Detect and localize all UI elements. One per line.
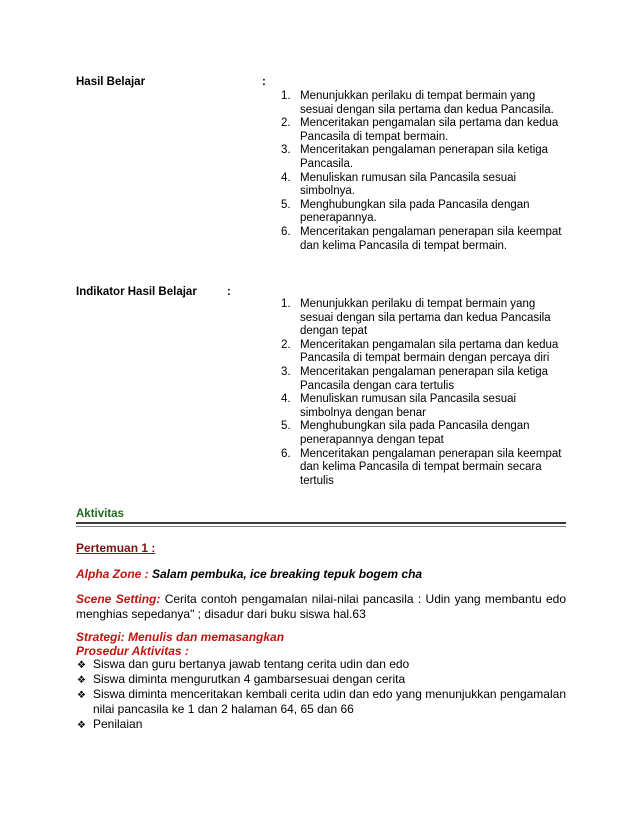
alpha-zone-line bbox=[76, 567, 422, 581]
list-item-number: 1. bbox=[281, 298, 291, 310]
list-item-text: Menceritakan pengalaman penerapan sila keempat dan kelima Pancasila di tempat bermain. bbox=[300, 225, 562, 252]
alpha-zone-text: Salam pembuka, ice breaking tepuk bogem cha bbox=[148, 567, 423, 581]
list-item bbox=[281, 199, 563, 226]
list-item-text: Menceritakan pengalaman penerapan sila ketiga Pancasila dengan cara tertulis bbox=[300, 365, 549, 392]
list-item bbox=[281, 226, 563, 253]
prosedur-bullet-list bbox=[76, 657, 566, 732]
scene-setting-label: Scene Setting: bbox=[76, 592, 161, 606]
list-item-text: Menghubungkan sila pada Pancasila dengan penerapannya dengan tepat bbox=[300, 420, 530, 446]
list-item bbox=[281, 90, 563, 117]
pertemuan-heading: Pertemuan 1 : bbox=[76, 541, 156, 555]
list-item-number: 4. bbox=[281, 393, 291, 406]
list-item bbox=[281, 144, 563, 171]
list-item-text: Menghubungkan sila pada Pancasila dengan penerapannya. bbox=[300, 198, 530, 225]
list-item-number: 6. bbox=[281, 447, 291, 460]
list-item bbox=[281, 172, 563, 199]
diamond-bullet-icon: ❖ bbox=[77, 660, 86, 671]
diamond-bullet-icon: ❖ bbox=[77, 720, 86, 731]
list-item-number: 5. bbox=[281, 420, 291, 433]
bullet-text: Siswa diminta mengurutkan 4 gambarsesuai dengan cerita bbox=[93, 672, 406, 686]
prosedur-line: Prosedur Aktivitas : bbox=[76, 644, 189, 658]
list-item bbox=[281, 117, 563, 144]
section-divider-thick bbox=[76, 522, 566, 524]
list-item-text: Menuliskan rumusan sila Pancasila sesuai simbolnya. bbox=[300, 171, 517, 198]
diamond-bullet-icon: ❖ bbox=[77, 690, 86, 701]
list-item bbox=[281, 366, 563, 393]
hasil-belajar-list bbox=[281, 90, 563, 253]
indikator-label: Indikator Hasil Belajar bbox=[76, 286, 197, 298]
list-item bbox=[281, 448, 563, 489]
aktivitas-heading: Aktivitas bbox=[76, 508, 124, 520]
list-item bbox=[76, 657, 566, 672]
section-divider-thin bbox=[76, 526, 566, 527]
list-item bbox=[281, 339, 563, 366]
indikator-list bbox=[281, 298, 563, 488]
hasil-belajar-label: Hasil Belajar bbox=[76, 76, 146, 88]
list-item-number: 3. bbox=[281, 144, 291, 157]
list-item-text: Menceritakan pengamalan sila pertama dan kedua Pancasila di tempat bermain dengan percaya diri bbox=[300, 338, 559, 365]
list-item-number: 5. bbox=[281, 198, 291, 211]
list-item-text: Menceritakan pengamalan sila pertama dan kedua Pancasila di tempat bermain. bbox=[300, 117, 559, 143]
list-item bbox=[76, 717, 566, 732]
scene-setting-paragraph bbox=[76, 592, 566, 622]
diamond-bullet-icon: ❖ bbox=[77, 675, 86, 686]
list-item-text: Menuliskan rumusan sila Pancasila sesuai simbolnya dengan benar bbox=[300, 393, 517, 419]
list-item-number: 1. bbox=[281, 90, 291, 102]
bullet-text: Penilaian bbox=[93, 717, 143, 731]
indikator-colon: : bbox=[227, 286, 231, 298]
list-item-number: 4. bbox=[281, 171, 291, 184]
list-item-text: Menunjukkan perilaku di tempat bermain yang sesuai dengan sila pertama dan kedua Pancasila dengan tepat bbox=[300, 298, 551, 338]
alpha-zone-label: Alpha Zone : bbox=[76, 567, 149, 581]
list-item bbox=[76, 687, 566, 717]
list-item-number: 3. bbox=[281, 365, 291, 378]
list-item-number: 2. bbox=[281, 117, 291, 130]
scene-setting-text: Cerita contoh pengamalan nilai-nilai pancasila : Udin yang membantu edo menghias sepedanya" ; disadur dari buku siswa hal.63 bbox=[76, 592, 566, 621]
bullet-text: Siswa diminta menceritakan kembali cerita udin dan edo yang menunjukkan pengamalan nilai pancasila ke 1 dan 2 halaman 64, 65 dan 66 bbox=[93, 687, 566, 716]
strategi-line: Strategi: Menulis dan memasangkan bbox=[76, 630, 285, 644]
list-item bbox=[76, 672, 566, 687]
hasil-belajar-colon: : bbox=[262, 76, 266, 88]
list-item bbox=[281, 393, 563, 420]
list-item-number: 6. bbox=[281, 225, 291, 238]
list-item-text: Menceritakan pengalaman penerapan sila keempat dan kelima Pancasila di tempat bermain secara tertulis bbox=[300, 447, 562, 487]
list-item-text: Menceritakan pengalaman penerapan sila ketiga Pancasila. bbox=[300, 144, 549, 170]
list-item-number: 2. bbox=[281, 338, 291, 351]
list-item bbox=[281, 420, 563, 447]
list-item-text: Menunjukkan perilaku di tempat bermain yang sesuai dengan sila pertama dan kedua Pancasila. bbox=[300, 90, 554, 116]
list-item bbox=[281, 298, 563, 339]
bullet-text: Siswa dan guru bertanya jawab tentang cerita udin dan edo bbox=[93, 657, 410, 671]
